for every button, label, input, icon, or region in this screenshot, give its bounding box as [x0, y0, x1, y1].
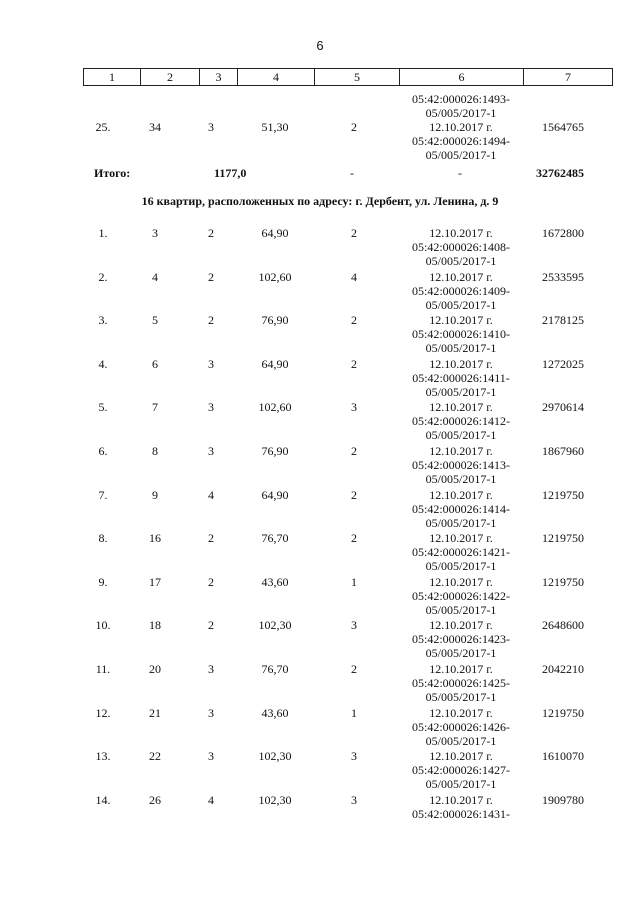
- header-col-1: 1: [84, 69, 141, 85]
- desc-line: 05:42:000026:1409-: [412, 283, 510, 298]
- cell-floor: 1: [351, 705, 357, 720]
- cell-floor: 2: [351, 662, 357, 676]
- cell-rooms: 2: [208, 531, 214, 546]
- total-area: 1177,0: [214, 166, 247, 180]
- desc-line: 05:42:000026:1414-: [412, 501, 510, 516]
- desc-line: 12.10.2017 г.: [429, 705, 493, 720]
- header-col-6: 6: [400, 69, 524, 85]
- table-row: [0, 618, 640, 662]
- header-col-2: 2: [141, 69, 200, 85]
- cell-apt: 18: [149, 618, 161, 633]
- table-row: [0, 357, 640, 401]
- cell-desc: [398, 618, 524, 660]
- table-row: [0, 226, 640, 270]
- cell-price: 1867960: [542, 444, 584, 458]
- cell-apt: 17: [149, 574, 161, 589]
- cell-num: 25.: [95, 120, 111, 134]
- cell-rooms: 3: [208, 120, 214, 134]
- desc-line: 12.10.2017 г.: [429, 574, 493, 589]
- cell-area: 102,60: [258, 269, 292, 284]
- cell-num: 14.: [95, 792, 111, 807]
- table-header-row: [83, 68, 613, 86]
- cell-desc: [398, 313, 524, 355]
- header-col-4: 4: [238, 69, 315, 85]
- cell-desc: [398, 749, 524, 791]
- cell-desc: [398, 92, 524, 162]
- cell-desc: [398, 488, 524, 530]
- desc-line: 12.10.2017 г.: [429, 444, 493, 458]
- cell-area: 102,30: [258, 792, 292, 807]
- desc-line: 05/005/2017-1: [425, 254, 497, 268]
- desc-line: 05/005/2017-1: [425, 428, 497, 443]
- desc-line: 05/005/2017-1: [425, 559, 497, 574]
- total-dash: -: [350, 166, 354, 180]
- cell-desc: [398, 531, 524, 573]
- cell-price: 1909780: [542, 792, 584, 807]
- cell-apt: 20: [149, 662, 161, 676]
- desc-line: 12.10.2017 г.: [429, 400, 493, 415]
- cell-area: 43,60: [261, 705, 289, 720]
- desc-line: 05/005/2017-1: [425, 106, 497, 120]
- cell-apt: 34: [149, 120, 161, 134]
- cell-area: 51,30: [261, 120, 289, 134]
- cell-floor: 3: [351, 400, 357, 415]
- table-row: [0, 270, 640, 314]
- cell-area: 64,90: [261, 356, 289, 371]
- desc-line: 12.10.2017 г.: [429, 313, 493, 328]
- cell-desc: [398, 662, 524, 704]
- cell-area: 102,30: [258, 749, 292, 764]
- cell-rooms: 2: [208, 574, 214, 589]
- desc-line: 12.10.2017 г.: [429, 487, 493, 502]
- cell-area: 76,70: [261, 662, 289, 676]
- desc-line: 05:42:000026:1423-: [412, 632, 510, 647]
- cell-rooms: 2: [208, 269, 214, 284]
- desc-line: 05/005/2017-1: [425, 148, 497, 162]
- header-col-5: 5: [315, 69, 400, 85]
- cell-area: 76,90: [261, 313, 289, 328]
- cell-apt: 7: [152, 400, 158, 415]
- cell-area: 64,90: [261, 487, 289, 502]
- cell-rooms: 3: [208, 749, 214, 764]
- desc-line: 05:42:000026:1411-: [412, 370, 510, 385]
- cell-num: 12.: [95, 705, 111, 720]
- cell-price: 1219750: [542, 487, 584, 502]
- desc-line: 12.10.2017 г.: [429, 120, 493, 134]
- cell-num: 9.: [98, 574, 108, 589]
- page-number: 6: [316, 38, 324, 53]
- desc-line: 05:42:000026:1427-: [412, 763, 510, 778]
- cell-floor: 3: [351, 618, 357, 633]
- cell-area: 43,60: [261, 574, 289, 589]
- cell-desc: [398, 400, 524, 442]
- desc-line: 05:42:000026:1408-: [412, 240, 510, 254]
- cell-num: 2.: [98, 269, 108, 284]
- cell-price: 2970614: [542, 400, 584, 415]
- desc-line: 05/005/2017-1: [425, 690, 497, 704]
- cell-area: 64,90: [261, 226, 289, 240]
- total-label: Итого:: [94, 166, 131, 180]
- cell-floor: 3: [351, 792, 357, 807]
- table-row: [0, 444, 640, 488]
- cell-price: 1219750: [542, 531, 584, 546]
- cell-desc: [398, 270, 524, 312]
- cell-area: 76,70: [261, 531, 289, 546]
- cell-rooms: 2: [208, 313, 214, 328]
- cell-apt: 3: [152, 226, 158, 240]
- cell-rooms: 3: [208, 705, 214, 720]
- desc-line: 12.10.2017 г.: [429, 792, 493, 807]
- desc-line: 05:42:000026:1493-: [412, 92, 510, 106]
- desc-line: 05:42:000026:1412-: [412, 414, 510, 429]
- cell-area: 76,90: [261, 444, 289, 458]
- cell-price: 2178125: [542, 313, 584, 328]
- cell-apt: 5: [152, 313, 158, 328]
- desc-line: 05:42:000026:1421-: [412, 545, 510, 560]
- cell-rooms: 3: [208, 400, 214, 415]
- desc-line: 12.10.2017 г.: [429, 269, 493, 284]
- table-row: [0, 313, 640, 357]
- cell-floor: 2: [351, 444, 357, 458]
- cell-price: 1219750: [542, 574, 584, 589]
- cell-rooms: 2: [208, 618, 214, 633]
- cell-price: 1272025: [542, 356, 584, 371]
- desc-line: 05/005/2017-1: [425, 384, 497, 399]
- cell-floor: 2: [351, 356, 357, 371]
- cell-rooms: 3: [208, 356, 214, 371]
- cell-floor: 3: [351, 749, 357, 764]
- cell-apt: 21: [149, 705, 161, 720]
- desc-line: 05:42:000026:1426-: [412, 719, 510, 734]
- desc-line: 05:42:000026:1422-: [412, 588, 510, 603]
- cell-apt: 6: [152, 356, 158, 371]
- desc-line: 05/005/2017-1: [425, 602, 497, 617]
- cell-num: 5.: [98, 400, 108, 415]
- table-row: [0, 749, 640, 793]
- cell-floor: 1: [351, 574, 357, 589]
- cell-price: 2533595: [542, 269, 584, 284]
- cell-floor: 2: [351, 487, 357, 502]
- cell-num: 13.: [95, 749, 111, 764]
- desc-line: 05:42:000026:1413-: [412, 458, 510, 472]
- table-row: [0, 706, 640, 750]
- cell-desc: [398, 444, 524, 486]
- table-row: [0, 575, 640, 619]
- header-col-7: 7: [565, 70, 571, 84]
- cell-floor: 4: [351, 269, 357, 284]
- table-row: [0, 531, 640, 575]
- cell-price: 1610070: [542, 749, 584, 764]
- cell-apt: 16: [149, 531, 161, 546]
- cell-floor: 2: [351, 226, 357, 240]
- cell-num: 4.: [98, 356, 108, 371]
- cell-apt: 26: [149, 792, 161, 807]
- cell-num: 1.: [98, 226, 108, 240]
- table-row: [0, 400, 640, 444]
- cell-area: 102,60: [258, 400, 292, 415]
- cell-num: 7.: [98, 487, 108, 502]
- desc-line: 05/005/2017-1: [425, 472, 497, 486]
- desc-line: 12.10.2017 г.: [429, 662, 493, 676]
- desc-line: 05/005/2017-1: [425, 646, 497, 661]
- cell-apt: 22: [149, 749, 161, 764]
- cell-desc: [398, 575, 524, 617]
- desc-line: 05/005/2017-1: [425, 515, 497, 530]
- total-dash: -: [458, 166, 462, 180]
- cell-apt: 4: [152, 269, 158, 284]
- desc-line: 05/005/2017-1: [425, 777, 497, 792]
- section-heading: 16 квартир, расположенных по адресу: г. Дербент, ул. Ленина, д. 9: [141, 194, 499, 208]
- cell-price: 1219750: [542, 705, 584, 720]
- cell-rooms: 3: [208, 662, 214, 676]
- cell-rooms: 4: [208, 792, 214, 807]
- desc-line: 12.10.2017 г.: [429, 618, 493, 633]
- cell-num: 8.: [98, 531, 108, 546]
- cell-floor: 2: [351, 313, 357, 328]
- cell-price: 2648600: [542, 618, 584, 633]
- cell-area: 102,30: [258, 618, 292, 633]
- total-row: [0, 166, 640, 182]
- desc-line: 05:42:000026:1431-: [412, 806, 510, 821]
- cell-num: 3.: [98, 313, 108, 328]
- desc-line: 12.10.2017 г.: [429, 749, 493, 764]
- desc-line: 12.10.2017 г.: [429, 531, 493, 546]
- desc-line: 05/005/2017-1: [425, 297, 497, 312]
- cell-price: 2042210: [542, 662, 584, 676]
- desc-line: 05:42:000026:1410-: [412, 327, 510, 342]
- table-row: [0, 662, 640, 706]
- cell-floor: 2: [351, 120, 357, 134]
- cell-apt: 9: [152, 487, 158, 502]
- cell-num: 11.: [95, 662, 111, 676]
- table-row: [0, 488, 640, 532]
- desc-line: 05:42:000026:1494-: [412, 134, 510, 148]
- cell-rooms: 2: [208, 226, 214, 240]
- cell-price: 1672800: [542, 226, 584, 240]
- cell-rooms: 4: [208, 487, 214, 502]
- cell-rooms: 3: [208, 444, 214, 458]
- cell-desc: [398, 793, 524, 821]
- cell-num: 10.: [95, 618, 111, 633]
- desc-line: 05:42:000026:1425-: [412, 676, 510, 690]
- table-row: [0, 793, 640, 837]
- table-row-25: [0, 92, 640, 162]
- cell-floor: 2: [351, 531, 357, 546]
- cell-desc: [398, 226, 524, 268]
- desc-line: 12.10.2017 г.: [429, 226, 493, 240]
- cell-desc: [398, 706, 524, 748]
- desc-line: 05/005/2017-1: [425, 341, 497, 356]
- cell-price: 1564765: [542, 120, 584, 134]
- cell-apt: 8: [152, 444, 158, 458]
- desc-line: 12.10.2017 г.: [429, 356, 493, 371]
- total-price: 32762485: [536, 166, 584, 180]
- cell-desc: [398, 357, 524, 399]
- cell-num: 6.: [98, 444, 108, 458]
- desc-line: 05/005/2017-1: [425, 733, 497, 748]
- header-col-3: 3: [200, 69, 238, 85]
